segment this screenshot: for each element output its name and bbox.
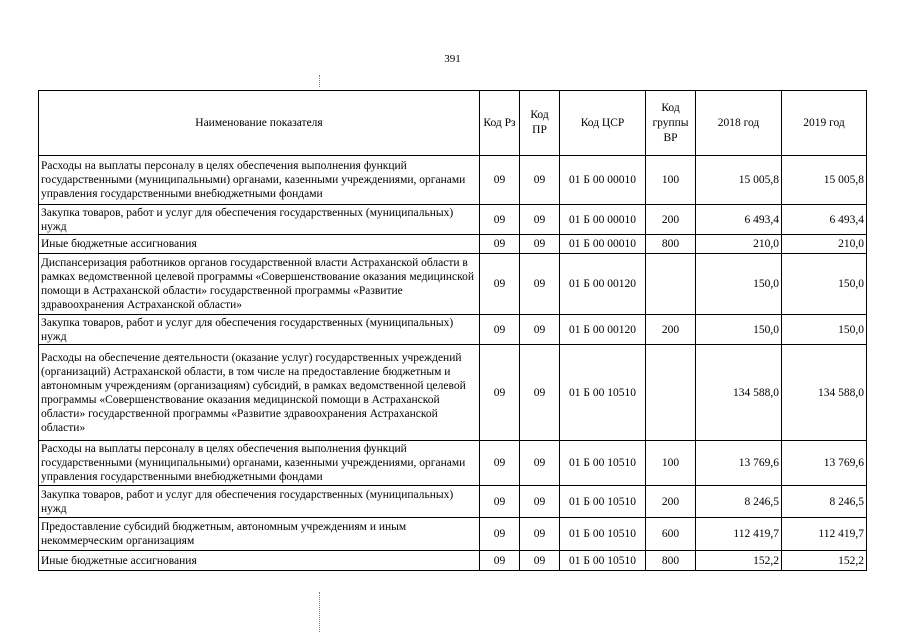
- cell-amount-2019: 210,0: [782, 235, 867, 254]
- cell-amount-2019: 13 769,6: [782, 441, 867, 486]
- cell-code-pr: 09: [520, 551, 560, 571]
- table-row: [39, 315, 867, 345]
- cell-code-rz: 09: [480, 486, 520, 518]
- header-code-pr: Код ПР: [520, 91, 560, 156]
- table-header-row: [39, 91, 867, 156]
- cell-indicator-name: Расходы на выплаты персоналу в целях обеспечения выполнения функций государственными (муниципальными) органами, казенными учреждениями, органами управления государственными внебюджетными фондами: [39, 156, 480, 205]
- scan-mark-top: [319, 75, 320, 87]
- cell-code-rz: 09: [480, 315, 520, 345]
- cell-code-vr: 200: [646, 315, 696, 345]
- cell-amount-2019: 6 493,4: [782, 205, 867, 235]
- cell-amount-2018: 210,0: [696, 235, 782, 254]
- cell-amount-2018: 134 588,0: [696, 345, 782, 441]
- page-number: 391: [444, 53, 461, 65]
- cell-code-vr: 200: [646, 205, 696, 235]
- cell-indicator-name: Иные бюджетные ассигнования: [39, 235, 480, 254]
- cell-amount-2018: 8 246,5: [696, 486, 782, 518]
- header-code-csr: Код ЦСР: [560, 91, 646, 156]
- header-indicator-name: Наименование показателя: [39, 91, 480, 156]
- cell-code-vr: 200: [646, 486, 696, 518]
- cell-code-csr: 01 Б 00 10510: [560, 441, 646, 486]
- cell-code-vr: 600: [646, 518, 696, 551]
- header-code-vr: Код группы ВР: [646, 91, 696, 156]
- table-row: [39, 551, 867, 571]
- cell-amount-2019: 152,2: [782, 551, 867, 571]
- cell-code-csr: 01 Б 00 00010: [560, 156, 646, 205]
- cell-code-pr: 09: [520, 486, 560, 518]
- cell-code-pr: 09: [520, 315, 560, 345]
- cell-amount-2019: 150,0: [782, 315, 867, 345]
- header-code-rz: Код Рз: [480, 91, 520, 156]
- cell-code-vr: 100: [646, 156, 696, 205]
- cell-code-rz: 09: [480, 156, 520, 205]
- cell-code-pr: 09: [520, 345, 560, 441]
- table-row: [39, 254, 867, 315]
- cell-code-pr: 09: [520, 156, 560, 205]
- cell-code-csr: 01 Б 00 00010: [560, 235, 646, 254]
- cell-amount-2019: 134 588,0: [782, 345, 867, 441]
- cell-indicator-name: Иные бюджетные ассигнования: [39, 551, 480, 571]
- cell-code-csr: 01 Б 00 10510: [560, 518, 646, 551]
- cell-code-pr: 09: [520, 441, 560, 486]
- table-row: [39, 518, 867, 551]
- cell-code-vr: 800: [646, 551, 696, 571]
- cell-code-vr: 100: [646, 441, 696, 486]
- cell-amount-2019: 150,0: [782, 254, 867, 315]
- cell-code-rz: 09: [480, 254, 520, 315]
- cell-amount-2019: 112 419,7: [782, 518, 867, 551]
- table-row: [39, 205, 867, 235]
- cell-code-rz: 09: [480, 441, 520, 486]
- cell-code-rz: 09: [480, 205, 520, 235]
- cell-amount-2018: 152,2: [696, 551, 782, 571]
- cell-code-rz: 09: [480, 345, 520, 441]
- cell-code-vr: 800: [646, 235, 696, 254]
- cell-code-csr: 01 Б 00 10510: [560, 345, 646, 441]
- budget-table: [38, 90, 867, 571]
- cell-code-rz: 09: [480, 551, 520, 571]
- cell-indicator-name: Расходы на выплаты персоналу в целях обеспечения выполнения функций государственными (муниципальными) органами, казенными учреждениями, органами управления государственными внебюджетными фондами: [39, 441, 480, 486]
- table-body: [39, 156, 867, 571]
- cell-code-vr: [646, 345, 696, 441]
- table-row: [39, 441, 867, 486]
- cell-amount-2018: 13 769,6: [696, 441, 782, 486]
- cell-indicator-name: Предоставление субсидий бюджетным, автономным учреждениям и иным некоммерческим организациям: [39, 518, 480, 551]
- scan-mark-bottom: [319, 592, 320, 632]
- cell-amount-2018: 150,0: [696, 315, 782, 345]
- cell-code-pr: 09: [520, 235, 560, 254]
- cell-amount-2018: 112 419,7: [696, 518, 782, 551]
- cell-indicator-name: Закупка товаров, работ и услуг для обеспечения государственных (муниципальных) нужд: [39, 205, 480, 235]
- cell-code-pr: 09: [520, 254, 560, 315]
- cell-amount-2019: 15 005,8: [782, 156, 867, 205]
- cell-code-pr: 09: [520, 518, 560, 551]
- header-year-2018: 2018 год: [696, 91, 782, 156]
- header-year-2019: 2019 год: [782, 91, 867, 156]
- cell-amount-2018: 6 493,4: [696, 205, 782, 235]
- cell-code-csr: 01 Б 00 00010: [560, 205, 646, 235]
- cell-code-csr: 01 Б 00 10510: [560, 486, 646, 518]
- table-row: [39, 156, 867, 205]
- cell-code-csr: 01 Б 00 00120: [560, 315, 646, 345]
- cell-amount-2018: 15 005,8: [696, 156, 782, 205]
- cell-indicator-name: Расходы на обеспечение деятельности (оказание услуг) государственных учреждений (организаций) Астраханской области, в том числе на предоставление бюджетным и автономным учреждениям (организациям) субсидий, в рамках ведомственной целевой программы «Совершенствование оказания медицинской помощи в Астраханской области» государственной программы «Развитие здравоохранения Астраханской области»: [39, 345, 480, 441]
- cell-indicator-name: Закупка товаров, работ и услуг для обеспечения государственных (муниципальных) нужд: [39, 315, 480, 345]
- cell-code-csr: 01 Б 00 00120: [560, 254, 646, 315]
- cell-code-vr: [646, 254, 696, 315]
- cell-amount-2018: 150,0: [696, 254, 782, 315]
- cell-code-rz: 09: [480, 235, 520, 254]
- cell-amount-2019: 8 246,5: [782, 486, 867, 518]
- table-row: [39, 486, 867, 518]
- cell-indicator-name: Закупка товаров, работ и услуг для обеспечения государственных (муниципальных) нужд: [39, 486, 480, 518]
- table-row: [39, 235, 867, 254]
- cell-code-pr: 09: [520, 205, 560, 235]
- cell-indicator-name: Диспансеризация работников органов государственной власти Астраханской области в рамках ведомственной целевой программы «Совершенствование оказания медицинской помощи в Астраханской области» государственной программы «Развитие здравоохранения Астраханской области»: [39, 254, 480, 315]
- cell-code-csr: 01 Б 00 10510: [560, 551, 646, 571]
- cell-code-rz: 09: [480, 518, 520, 551]
- table-row: [39, 345, 867, 441]
